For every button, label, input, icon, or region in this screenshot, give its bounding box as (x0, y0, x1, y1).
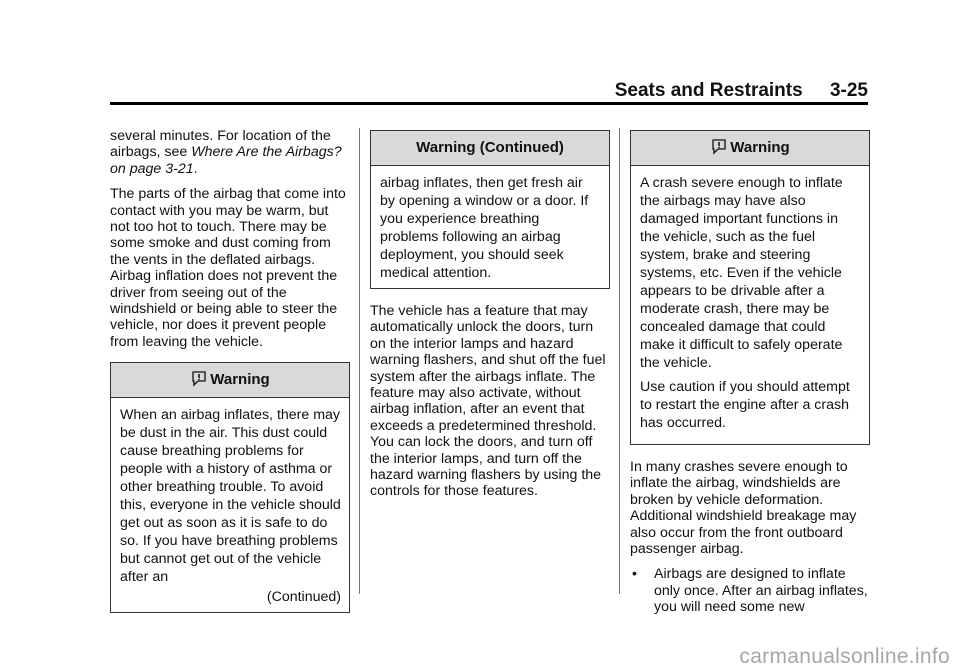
paragraph-airbag-location (110, 128, 350, 177)
bullet-icon: • (632, 566, 637, 583)
paragraph-windshield: In many crashes severe enough to inflate the airbag, windshields are broken by vehicle deformation. Additional windshield breakage may also occur from the front outboard passenger airbag. (630, 459, 857, 558)
warning-box-continued (370, 130, 610, 289)
list-item-text: Airbags are designed to inflate only once. After an airbag inflates, you will need some new (654, 566, 868, 616)
column-left (110, 128, 350, 613)
section-title: Seats and Restraints (614, 80, 803, 101)
warning-icon (190, 366, 208, 400)
paragraph-airbag-warm: The parts of the airbag that come into contact with you may be warm, but not too hot to touch. There may be some smoke and dust coming from the vents in the deflated airbags. Airbag inflation does not prevent the driver from seeing out of the windshield or being able to steer the vehicle, nor does it prevent people from leaving the vehicle. (110, 186, 346, 350)
warning-text: When an airbag inflates, there may be dust in the air. This dust could cause breathing problems for people with a history of asthma or other breathing trouble. To avoid this, everyone in the vehicle should get out as soon as it is safe to do so. If you have breathing problems but cannot get out of the vehicle after an (120, 407, 341, 586)
header-rule (110, 102, 868, 105)
warning-body (111, 398, 349, 612)
column-divider-2 (619, 128, 620, 594)
warning-body (631, 166, 869, 444)
watermark: carmanualsonline.info (739, 645, 950, 668)
warning-header (631, 131, 869, 166)
page-header (110, 80, 868, 104)
column-right (630, 128, 870, 616)
page-number: 3-25 (829, 80, 868, 101)
cross-reference-link[interactable]: Where Are the Airbags? on page 3-21 (110, 144, 342, 177)
paragraph-text: several minutes. For location of the airbags, see (110, 128, 331, 161)
warning-text: airbag inflates, then get fresh air by opening a window or a door. If you experience breathing problems following an airbag deployment, you should seek medical attention. (380, 175, 589, 281)
list-item (630, 566, 870, 615)
warning-box-crash-damage (630, 130, 870, 445)
warning-icon (710, 134, 728, 168)
warning-title: Warning (730, 139, 790, 156)
column-middle (370, 128, 610, 509)
column-divider-1 (359, 128, 360, 594)
warning-text: Use caution if you should attempt to restart the engine after a crash has occurred. (640, 379, 850, 431)
warning-title: Warning (210, 371, 270, 389)
period: . (193, 160, 198, 177)
warning-header: Warning (Continued) (371, 131, 609, 166)
warning-header (111, 363, 349, 398)
warning-text: A crash severe enough to inflate the airbags may have also damaged important functions in the vehicle, such as the fuel system, brake and steering systems, etc. Even if the vehicle appears to be drivable after a moderate crash, there may be concealed damage that could make it difficult to safely operate the vehicle. (640, 175, 843, 371)
paragraph-auto-unlock: The vehicle has a feature that may automatically unlock the doors, turn on the interior lamps and hazard warning flashers, and shut off the fuel system after the airbags inflate. The feature may also activate, without airbag inflation, after an event that exceeds a predetermined threshold. You can lock the doors, and turn off the interior lamps, and turn off the hazard warning flashers by using the controls for those features. (370, 303, 606, 500)
warning-body (371, 166, 609, 288)
warning-box-dust (110, 362, 350, 613)
continued-label: (Continued) (266, 589, 341, 606)
